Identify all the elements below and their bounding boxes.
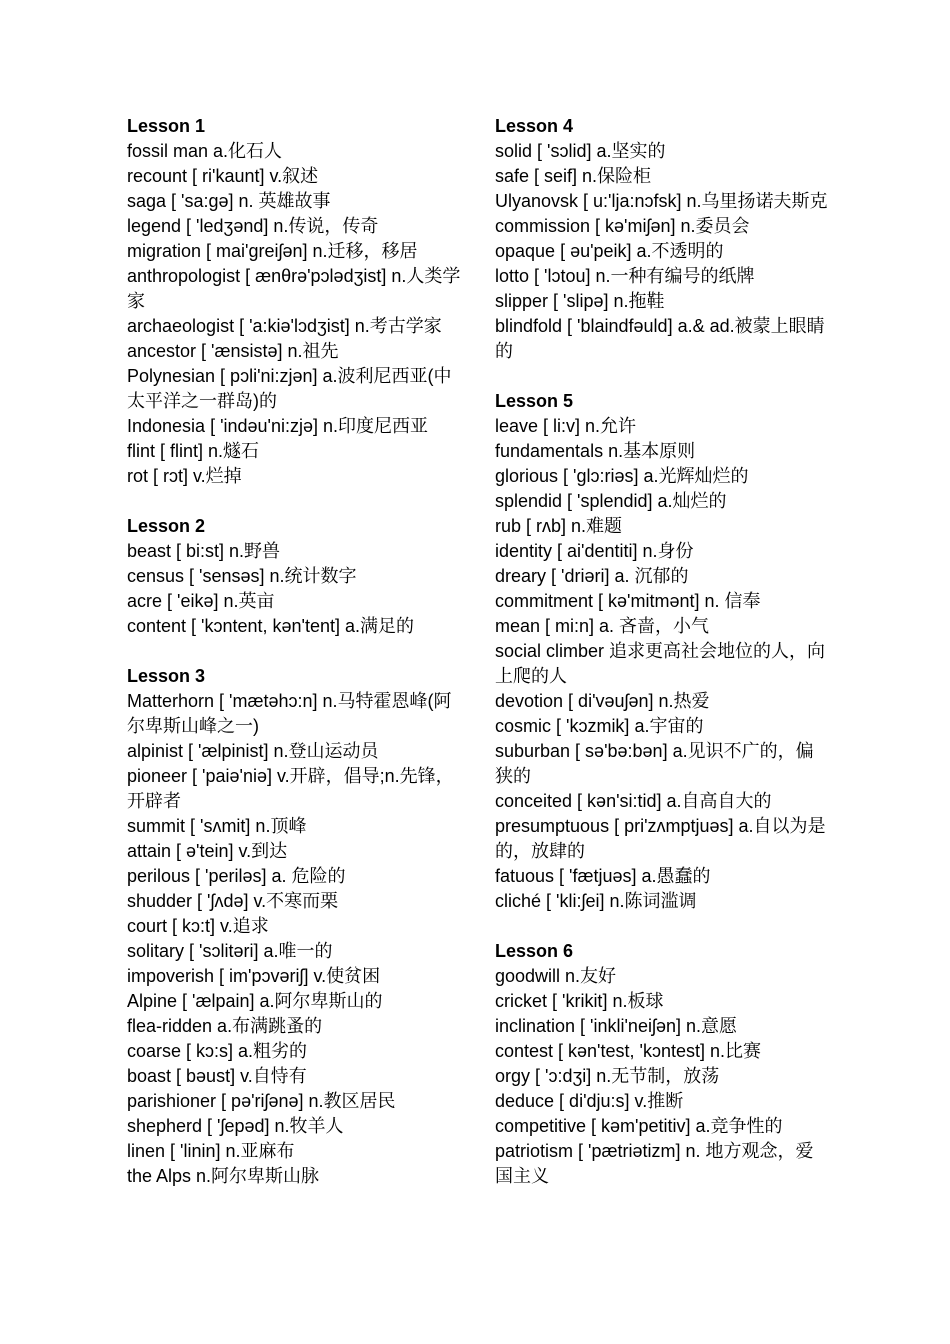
- vocabulary-entry: identity [ ai'dentiti] n.身份: [495, 541, 694, 561]
- vocabulary-entry: cosmic [ 'kɔzmik] a.宇宙的: [495, 716, 704, 736]
- vocabulary-entry: inclination [ 'inkli'neiʃən] n.意愿: [495, 1016, 737, 1036]
- vocabulary-entry: flint [ flint] n.燧石: [127, 441, 260, 461]
- lesson-title: Lesson 2: [127, 516, 206, 536]
- vocabulary-entry: solitary [ 'sɔlitəri] a.唯一的: [127, 941, 333, 961]
- vocabulary-entry: attain [ ə'tein] v.到达: [127, 841, 288, 861]
- vocabulary-entry: coarse [ kɔ:s] a.粗劣的: [127, 1041, 308, 1061]
- vocabulary-entry: fundamentals n.基本原则: [495, 441, 696, 461]
- vocabulary-entry: opaque [ əu'peik] a.不透明的: [495, 241, 724, 261]
- vocabulary-entry: cricket [ 'krikit] n.板球: [495, 991, 664, 1011]
- vocabulary-entry: presumptuous [ pri'zʌmptjuəs] a.自以为是的，放肆的: [495, 816, 826, 861]
- vocabulary-entry: parishioner [ pə'riʃənə] n.教区居民: [127, 1091, 396, 1111]
- vocabulary-entry: social climber 追求更高社会地位的人，向上爬的人: [495, 641, 826, 686]
- lesson-section: [127, 114, 463, 489]
- lesson-section: [495, 939, 831, 1189]
- vocabulary-entry: lotto [ 'lɔtou] n.一种有编号的纸牌: [495, 266, 755, 286]
- vocabulary-entry: Indonesia [ 'indəu'ni:zjə] n.印度尼西亚: [127, 416, 429, 436]
- vocabulary-entry: saga [ 'sa:gə] n. 英雄故事: [127, 191, 331, 211]
- lesson-title: Lesson 6: [495, 941, 574, 961]
- vocabulary-entry: shudder [ 'ʃʌdə] v.不寒而栗: [127, 891, 339, 911]
- lesson-section: [495, 389, 831, 914]
- vocabulary-entry: perilous [ 'periləs] a. 危险的: [127, 866, 346, 886]
- vocabulary-entry: content [ 'kɔntent, kən'tent] a.满足的: [127, 616, 415, 636]
- vocabulary-entry: Alpine [ 'ælpain] a.阿尔卑斯山的: [127, 991, 383, 1011]
- vocabulary-entry: commission [ kə'miʃən] n.委员会: [495, 216, 750, 236]
- left-column: [127, 114, 463, 1214]
- vocabulary-entry: pioneer [ 'paiə'niə] v.开辟，倡导;n.先锋，开辟者: [127, 766, 454, 811]
- lesson-title: Lesson 4: [495, 116, 574, 136]
- lesson-section: [127, 514, 463, 639]
- vocabulary-entry: beast [ bi:st] n.野兽: [127, 541, 281, 561]
- vocabulary-entry: recount [ ri'kaunt] v.叙述: [127, 166, 319, 186]
- vocabulary-entry: glorious [ 'glɔ:riəs] a.光辉灿烂的: [495, 466, 749, 486]
- vocabulary-entry: mean [ mi:n] a. 吝啬，小气: [495, 616, 710, 636]
- vocabulary-entry: acre [ 'eikə] n.英亩: [127, 591, 275, 611]
- vocabulary-entry: slipper [ 'slipə] n.拖鞋: [495, 291, 665, 311]
- vocabulary-entry: devotion [ di'vəuʃən] n.热爱: [495, 691, 710, 711]
- vocabulary-entry: fatuous [ 'fætjuəs] a.愚蠢的: [495, 866, 711, 886]
- vocabulary-entry: splendid [ 'splendid] a.灿烂的: [495, 491, 727, 511]
- vocabulary-entry: Matterhorn [ 'mætəhɔ:n] n.马特霍恩峰(阿尔卑斯山峰之一): [127, 691, 452, 736]
- vocabulary-entry: goodwill n.友好: [495, 966, 617, 986]
- vocabulary-entry: Ulyanovsk [ u:'lja:nɔfsk] n.乌里扬诺夫斯克: [495, 191, 828, 211]
- vocabulary-entry: deduce [ di'dju:s] v.推断: [495, 1091, 684, 1111]
- vocabulary-entry: ancestor [ 'ænsistə] n.祖先: [127, 341, 339, 361]
- vocabulary-entry: blindfold [ 'blaindfəuld] a.& ad.被蒙上眼睛的: [495, 316, 825, 361]
- vocabulary-entry: orgy [ 'ɔ:dʒi] n.无节制，放荡: [495, 1066, 720, 1086]
- vocabulary-entry: fossil man a.化石人: [127, 141, 283, 161]
- vocabulary-entry: boast [ bəust] v.自恃有: [127, 1066, 307, 1086]
- vocabulary-entry: commitment [ kə'mitmənt] n. 信奉: [495, 591, 761, 611]
- lesson-section: [127, 664, 463, 1189]
- vocabulary-entry: anthropologist [ ænθrə'pɔlədʒist] n.人类学家: [127, 266, 461, 311]
- vocabulary-entry: safe [ seif] n.保险柜: [495, 166, 652, 186]
- right-column: [495, 114, 831, 1214]
- lesson-title: Lesson 3: [127, 666, 206, 686]
- vocabulary-entry: conceited [ kən'si:tid] a.自高自大的: [495, 791, 772, 811]
- vocabulary-entry: archaeologist [ 'a:kiə'lɔdʒist] n.考古学家: [127, 316, 442, 336]
- vocabulary-entry: Polynesian [ pɔli'ni:zjən] a.波利尼西亚(中太平洋之一群岛)的: [127, 366, 452, 411]
- vocabulary-entry: linen [ 'linin] n.亚麻布: [127, 1141, 295, 1161]
- lesson-title: Lesson 5: [495, 391, 574, 411]
- vocabulary-entry: migration [ mai'greiʃən] n.迁移，移居: [127, 241, 418, 261]
- lesson-title: Lesson 1: [127, 116, 206, 136]
- vocabulary-entry: shepherd [ 'ʃepəd] n.牧羊人: [127, 1116, 344, 1136]
- vocabulary-entry: flea-ridden a.布满跳蚤的: [127, 1016, 323, 1036]
- vocabulary-entry: legend [ 'ledʒənd] n.传说，传奇: [127, 216, 379, 236]
- vocabulary-entry: cliché [ 'kli:ʃei] n.陈词滥调: [495, 891, 697, 911]
- vocabulary-entry: court [ kɔ:t] v.追求: [127, 916, 269, 936]
- vocabulary-entry: summit [ 'sʌmit] n.顶峰: [127, 816, 307, 836]
- vocabulary-entry: contest [ kən'test, 'kɔntest] n.比赛: [495, 1041, 761, 1061]
- vocabulary-entry: the Alps n.阿尔卑斯山脉: [127, 1166, 320, 1186]
- vocabulary-entry: suburban [ sə'bə:bən] a.见识不广的，偏狭的: [495, 741, 814, 786]
- vocabulary-entry: rub [ rʌb] n.难题: [495, 516, 623, 536]
- vocabulary-entry: competitive [ kəm'petitiv] a.竞争性的: [495, 1116, 783, 1136]
- vocabulary-entry: census [ 'sensəs] n.统计数字: [127, 566, 357, 586]
- vocabulary-entry: leave [ li:v] n.允许: [495, 416, 637, 436]
- vocabulary-entry: rot [ rɔt] v.烂掉: [127, 466, 242, 486]
- vocabulary-entry: impoverish [ im'pɔvəriʃ] v.使贫困: [127, 966, 381, 986]
- lesson-section: [495, 114, 831, 364]
- vocabulary-entry: patriotism [ 'pætriətizm] n. 地方观念，爱国主义: [495, 1141, 814, 1186]
- vocabulary-entry: alpinist [ 'ælpinist] n.登山运动员: [127, 741, 379, 761]
- vocabulary-entry: dreary [ 'driəri] a. 沉郁的: [495, 566, 689, 586]
- vocabulary-entry: solid [ 'sɔlid] a.坚实的: [495, 141, 666, 161]
